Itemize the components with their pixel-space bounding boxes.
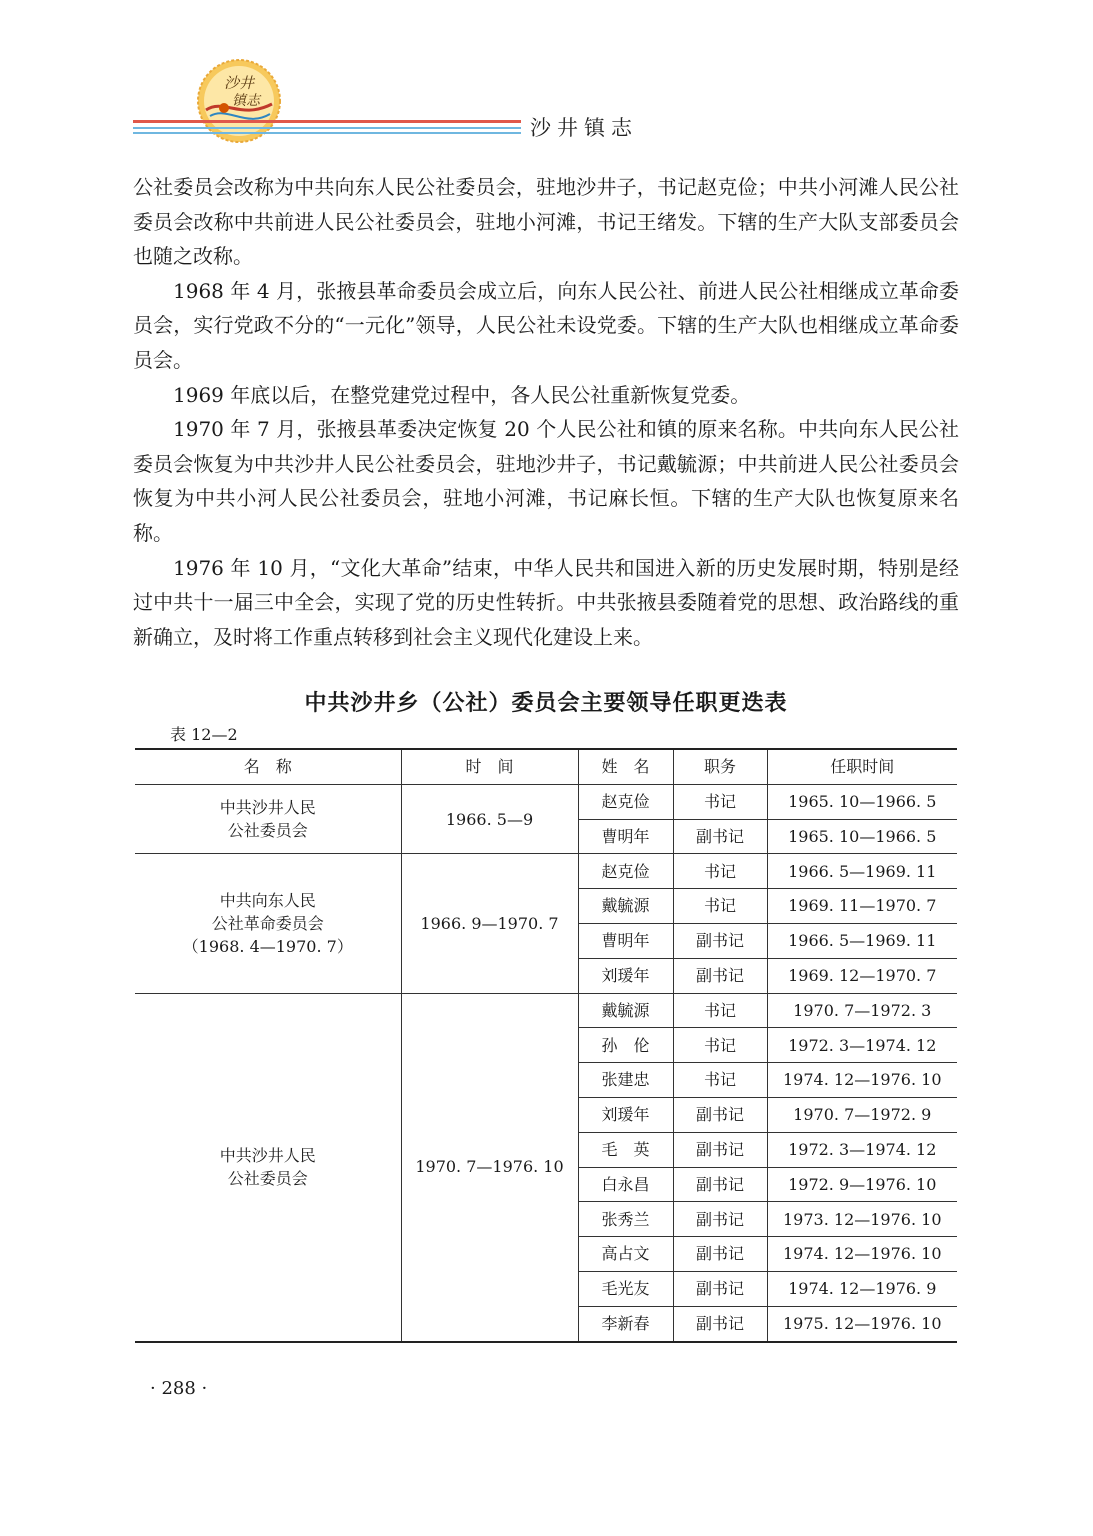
paragraph: 1968 年 4 月，张掖县革命委员会成立后，向东人民公社、前进人民公社相继成立革命委员会，实行党政不分的“一元化”领导，人民公社未设党委。下辖的生产大队也相继成立革命委员会。	[133, 278, 959, 372]
body-text	[133, 170, 959, 654]
person-cell: 刘瑗年	[578, 1097, 673, 1132]
role-cell: 副书记	[673, 1132, 767, 1167]
column-header-role: 职务	[673, 749, 767, 784]
table-title: 中共沙井乡（公社）委员会主要领导任职更迭表	[304, 691, 788, 716]
running-header-title: 沙井镇志	[530, 116, 638, 140]
role-cell: 书记	[673, 1028, 767, 1063]
header-rule-blue	[133, 127, 521, 129]
term-cell: 1975. 12—1976. 10	[767, 1306, 957, 1341]
person-cell: 曹明年	[578, 923, 673, 958]
person-cell: 李新春	[578, 1306, 673, 1341]
person-cell: 曹明年	[578, 819, 673, 854]
person-cell: 赵克俭	[578, 854, 673, 889]
role-cell: 副书记	[673, 1167, 767, 1202]
svg-text:镇志: 镇志	[232, 93, 260, 109]
paragraph: 公社委员会改称为中共向东人民公社委员会，驻地沙井子，书记赵克俭；中共小河滩人民公社委员会改称中共前进人民公社委员会，驻地小河滩，书记王绪发。下辖的生产大队支部委员会也随之改称。	[133, 175, 959, 269]
committee-name-cell: 中共沙井人民 公社委员会	[135, 784, 401, 854]
person-cell: 白永昌	[578, 1167, 673, 1202]
svg-text:沙井: 沙井	[223, 74, 255, 92]
role-cell: 书记	[673, 854, 767, 889]
term-cell: 1974. 12—1976. 10	[767, 1237, 957, 1272]
role-cell: 副书记	[673, 1306, 767, 1341]
person-cell: 戴毓源	[578, 889, 673, 924]
column-header-term: 任职时间	[767, 749, 957, 784]
period-cell: 1966. 9—1970. 7	[401, 854, 578, 993]
table-header-row	[135, 749, 957, 784]
paragraph: 1976 年 10 月，“文化大革命”结束，中华人民共和国进入新的历史发展时期，特别是经过中共十一届三中全会，实现了党的历史性转折。中共张掖县委随着党的思想、政治路线的重新确立，及时将工作重点转移到社会主义现代化建设上来。	[133, 555, 959, 649]
term-cell: 1970. 7—1972. 3	[767, 993, 957, 1028]
term-cell: 1966. 5—1969. 11	[767, 854, 957, 889]
term-cell: 1969. 12—1970. 7	[767, 958, 957, 993]
term-cell: 1965. 10—1966. 5	[767, 819, 957, 854]
term-cell: 1970. 7—1972. 9	[767, 1097, 957, 1132]
term-cell: 1969. 11—1970. 7	[767, 889, 957, 924]
person-cell: 毛 英	[578, 1132, 673, 1167]
role-cell: 副书记	[673, 819, 767, 854]
role-cell: 书记	[673, 889, 767, 924]
table-row	[135, 993, 957, 1028]
paragraph: 1969 年底以后，在整党建党过程中，各人民公社重新恢复党委。	[173, 382, 751, 407]
table-row	[135, 784, 957, 819]
person-cell: 张秀兰	[578, 1202, 673, 1237]
paragraph: 1970 年 7 月，张掖县革委决定恢复 20 个人民公社和镇的原来名称。中共向东人民公社委员会恢复为中共沙井人民公社委员会，驻地沙井子，书记戴毓源；中共前进人民公社委员会恢复为中共小河人民公社委员会，驻地小河滩，书记麻长恒。下辖的生产大队也恢复原来名称。	[133, 417, 959, 545]
role-cell: 副书记	[673, 1271, 767, 1306]
term-cell: 1974. 12—1976. 9	[767, 1271, 957, 1306]
person-cell: 刘瑗年	[578, 958, 673, 993]
period-cell: 1970. 7—1976. 10	[401, 993, 578, 1341]
person-cell: 高占文	[578, 1237, 673, 1272]
leadership-table	[135, 748, 957, 1343]
committee-name-cell: 中共向东人民 公社革命委员会 （1968. 4—1970. 7）	[135, 854, 401, 993]
committee-name-cell: 中共沙井人民 公社委员会	[135, 993, 401, 1341]
term-cell: 1965. 10—1966. 5	[767, 784, 957, 819]
column-header-period: 时 间	[401, 749, 578, 784]
term-cell: 1966. 5—1969. 11	[767, 923, 957, 958]
role-cell: 书记	[673, 1063, 767, 1098]
page-number: · 288 ·	[150, 1378, 208, 1399]
term-cell: 1973. 12—1976. 10	[767, 1202, 957, 1237]
role-cell: 副书记	[673, 1237, 767, 1272]
table-label: 表 12—2	[170, 725, 238, 744]
header-rule-blue	[133, 132, 521, 134]
table-row	[135, 854, 957, 889]
person-cell: 孙 伦	[578, 1028, 673, 1063]
column-header-person: 姓 名	[578, 749, 673, 784]
term-cell: 1974. 12—1976. 10	[767, 1063, 957, 1098]
role-cell: 书记	[673, 784, 767, 819]
role-cell: 副书记	[673, 958, 767, 993]
term-cell: 1972. 9—1976. 10	[767, 1167, 957, 1202]
person-cell: 毛光友	[578, 1271, 673, 1306]
term-cell: 1972. 3—1974. 12	[767, 1028, 957, 1063]
person-cell: 张建忠	[578, 1063, 673, 1098]
role-cell: 副书记	[673, 923, 767, 958]
role-cell: 副书记	[673, 1097, 767, 1132]
period-cell: 1966. 5—9	[401, 784, 578, 854]
term-cell: 1972. 3—1974. 12	[767, 1132, 957, 1167]
person-cell: 赵克俭	[578, 784, 673, 819]
header-rule-red	[133, 120, 521, 123]
role-cell: 副书记	[673, 1202, 767, 1237]
role-cell: 书记	[673, 993, 767, 1028]
person-cell: 戴毓源	[578, 993, 673, 1028]
column-header-name: 名 称	[135, 749, 401, 784]
